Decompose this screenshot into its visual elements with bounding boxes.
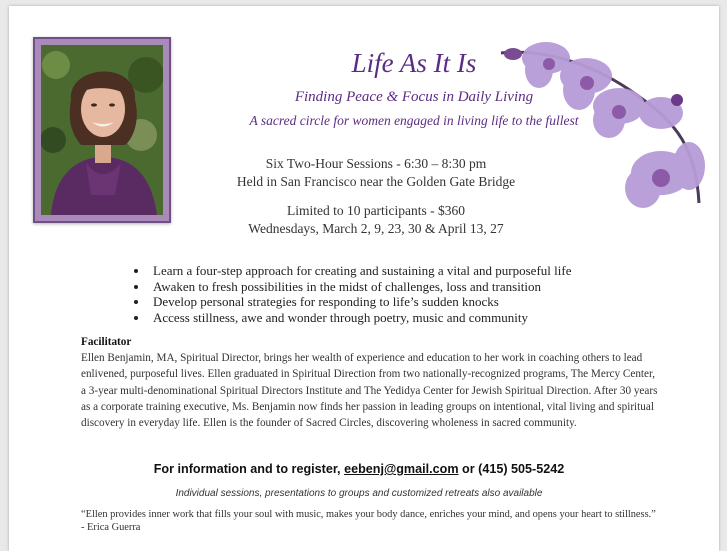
location-line: Held in San Francisco near the Golden Gate Bridge [236,174,516,189]
tagline: A sacred circle for women engaged in living life to the fullest [249,113,579,128]
list-item: • Develop personal strategies for responding to life’s sudden knocks [149,294,571,310]
portrait-frame [33,37,171,223]
dates-line: Wednesdays, March 2, 9, 23, 30 & April 13, 27 [248,221,504,236]
sessions-line: Six Two-Hour Sessions - 6:30 – 8:30 pm [265,156,487,171]
page-title: Life As It Is [351,48,477,78]
subtitle: Finding Peace & Focus in Daily Living [294,89,534,105]
register-line [109,462,609,476]
facilitator-bio: Ellen Benjamin, MA, Spiritual Director, brings her wealth of experience and education to her work in coaching others to lead enlivened, purposeful lives. Ellen graduated in Spiritual Direction from two nationally-recognized programs, The Mercy Center, a 3-year multi-denominational Spiritual Directors Institute and The Yedidya Center for Jewish Spiritual Direction. After 30 years as a corporate training executive, Ms. Benjamin now finds her passion in leading groups on intentional, vital living and spiritual discovery in everyday life. Ellen is the founder of Sacred Circles, discovering wholeness in sacred community. [81,352,658,430]
email-link[interactable]: eebenj@gmail.com [344,462,459,476]
portrait-photo [41,45,163,215]
facilitator-section [81,334,661,431]
register-prefix: For information and to register, [153,462,345,476]
list-item: • Learn a four-step approach for creating and sustaining a vital and purposeful life [149,263,571,279]
benefits-list [129,263,571,325]
limit-line: Limited to 10 participants - $360 [286,203,466,218]
register-phone: or (415) 505-5242 [458,462,565,476]
list-item: • Access stillness, awe and wonder through poetry, music and community [149,310,571,326]
facilitator-heading: Facilitator [81,336,132,348]
flyer-page [9,6,719,551]
orchid-decoration [491,28,719,228]
list-item: • Awaken to fresh possibilities in the midst of challenges, loss and transition [149,279,571,295]
testimonial-quote: “Ellen provides inner work that fills your soul with music, makes your body dance, enriches your mind, and opens your heart to stillness.” - Erica Guerra [81,509,656,533]
services-note: Individual sessions, presentations to groups and customized retreats also available [175,488,543,499]
